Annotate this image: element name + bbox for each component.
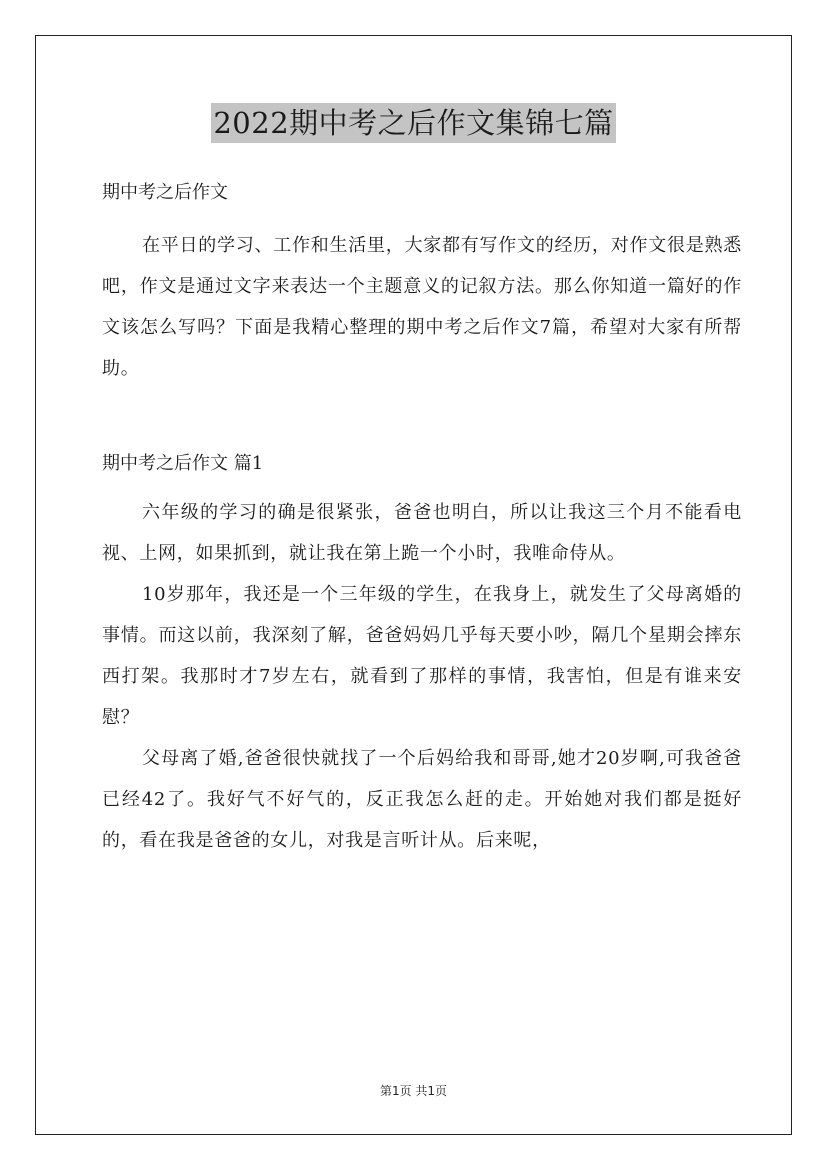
document-body [102, 173, 742, 861]
section-heading: 期中考之后作文 篇1 [102, 453, 264, 474]
body-paragraph: 六年级的学习的确是很紧张，爸爸也明白，所以让我这三个月不能看电视、上网，如果抓到，就让我在第上跪一个小时，我唯命侍从。 [102, 502, 742, 564]
title-container [0, 103, 827, 143]
page-footer: 第1页 共1页 [379, 1084, 448, 1098]
body-paragraph: 父母离了婚,爸爸很快就找了一个后妈给我和哥哥,她才20岁啊,可我爸爸已经42了。我好气不好气的，反正我怎么赶的走。开始她对我们都是挺好的，看在我是爸爸的女儿，对我是言听计从。后来呢， [102, 748, 742, 851]
body-paragraph: 10岁那年，我还是一个三年级的学生，在我身上，就发生了父母离婚的事情。而这以前，我深刻了解，爸爸妈妈几乎每天要小吵，隔几个星期会摔东西打架。我那时才7岁左右，就看到了那样的事情，我害怕，但是有谁来安慰？ [102, 584, 742, 728]
intro-paragraph: 在平日的学习、工作和生活里，大家都有写作文的经历，对作文很是熟悉吧，作文是通过文字来表达一个主题意义的记叙方法。那么你知道一篇好的作文该怎么写吗？下面是我精心整理的期中考之后作文7篇，希望对大家有所帮助。 [102, 235, 742, 379]
document-title: 2022期中考之后作文集锦七篇 [211, 103, 615, 143]
intro-heading: 期中考之后作文 [102, 182, 228, 203]
